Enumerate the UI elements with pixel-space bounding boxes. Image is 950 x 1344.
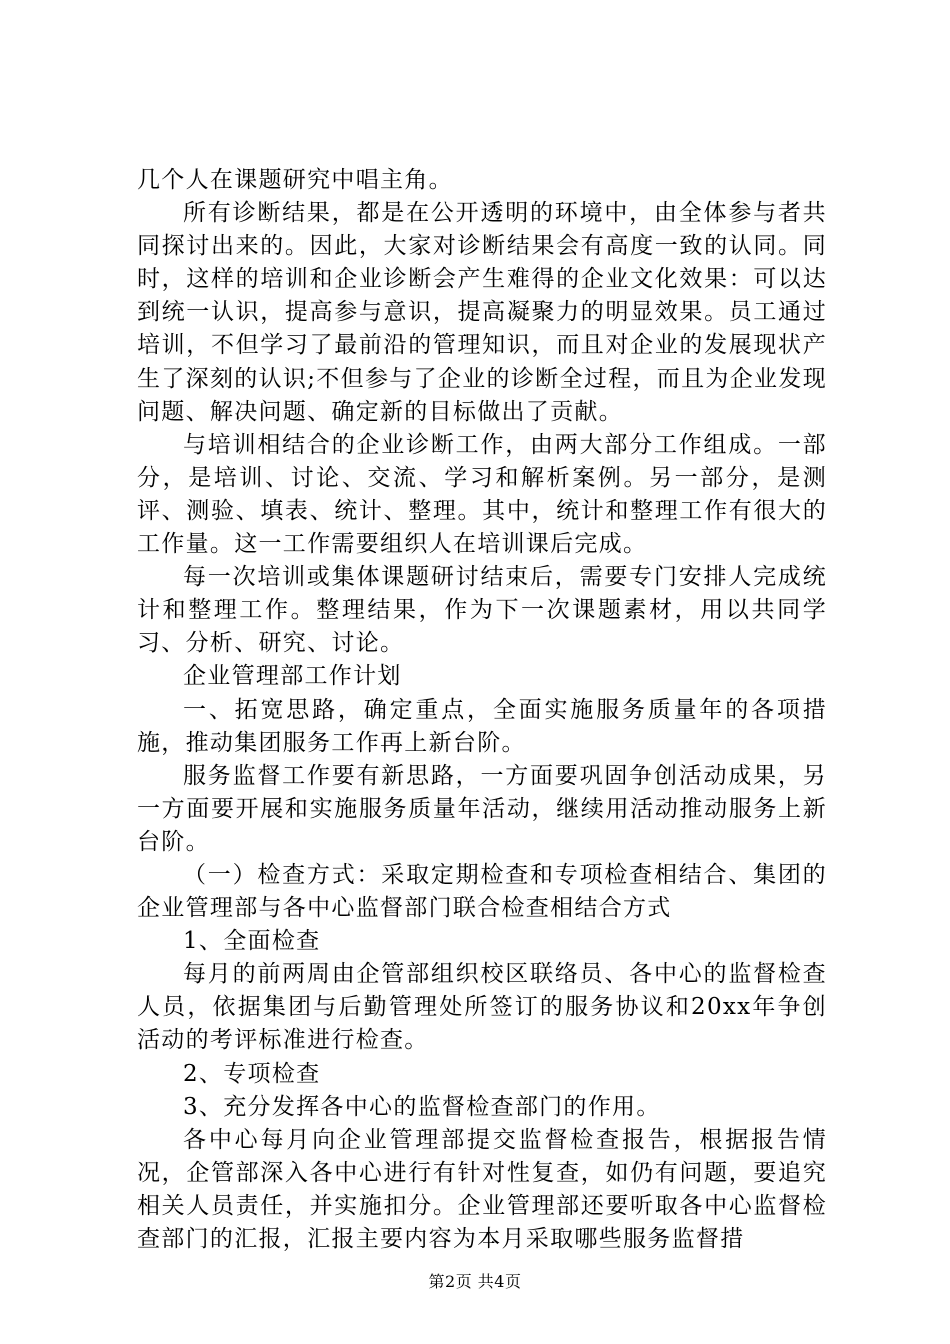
paragraph-1: 所有诊断结果，都是在公开透明的环境中，由全体参与者共同探讨出来的。因此，大家对诊断结果会有高度一致的认同。同时，这样的培训和企业诊断会产生难得的企业文化效果：可以达到统一认识，提高参与意识，提高凝聚力的明显效果。员工通过培训，不但学习了最前沿的管理知识，而且对企业的发展现状产生了深刻的认识;不但参与了企业的诊断全过程，而且为企业发现问题、解决问题、确定新的目标做出了贡献。 (137, 200, 827, 425)
paragraph-3: 每一次培训或集体课题研讨结束后，需要专门安排人完成统计和整理工作。整理结果，作为下一次课题素材，用以共同学习、分析、研究、讨论。 (137, 564, 827, 657)
paragraph-6: 服务监督工作要有新思路，一方面要巩固争创活动成果，另一方面要开展和实施服务质量年活动，继续用活动推动服务上新台阶。 (137, 762, 827, 855)
paragraph-0: 几个人在课题研究中唱主角。 (137, 167, 453, 193)
paragraph-5: 一、拓宽思路，确定重点，全面实施服务质量年的各项措施，推动集团服务工作再上新台阶。 (137, 696, 827, 756)
paragraph-12: 各中心每月向企业管理部提交监督检查报告，根据报告情况，企管部深入各中心进行有针对性复查，如仍有问题，要追究相关人员责任，并实施扣分。企业管理部还要听取各中心监督检查部门的汇报，汇报主要内容为本月采取哪些服务监督措 (137, 1126, 827, 1252)
list-item-1: 1、全面检查 (183, 928, 321, 955)
section-heading: 企业管理部工作计划 (183, 663, 402, 690)
paragraph-7: （一）检查方式：采取定期检查和专项检查相结合、集团的企业管理部与各中心监督部门联合检查相结合方式 (137, 861, 827, 922)
list-item-3: 3、充分发挥各中心的监督检查部门的作用。 (183, 1093, 661, 1120)
list-item-2: 2、专项检查 (183, 1060, 321, 1087)
document-body (137, 164, 827, 1256)
paragraph-2: 与培训相结合的企业诊断工作，由两大部分工作组成。一部分，是培训、讨论、交流、学习和解析案例。另一部分，是测评、测验、填表、统计、整理。其中，统计和整理工作有很大的工作量。这一工作需要组织人在培训课后完成。 (137, 431, 827, 558)
page-footer: 第2页 共4页 (428, 1272, 522, 1291)
paragraph-9: 每月的前两周由企管部组织校区联络员、各中心的监督检查人员，依据集团与后勤管理处所签订的服务协议和20xx年争创活动的考评标准进行检查。 (137, 961, 827, 1054)
